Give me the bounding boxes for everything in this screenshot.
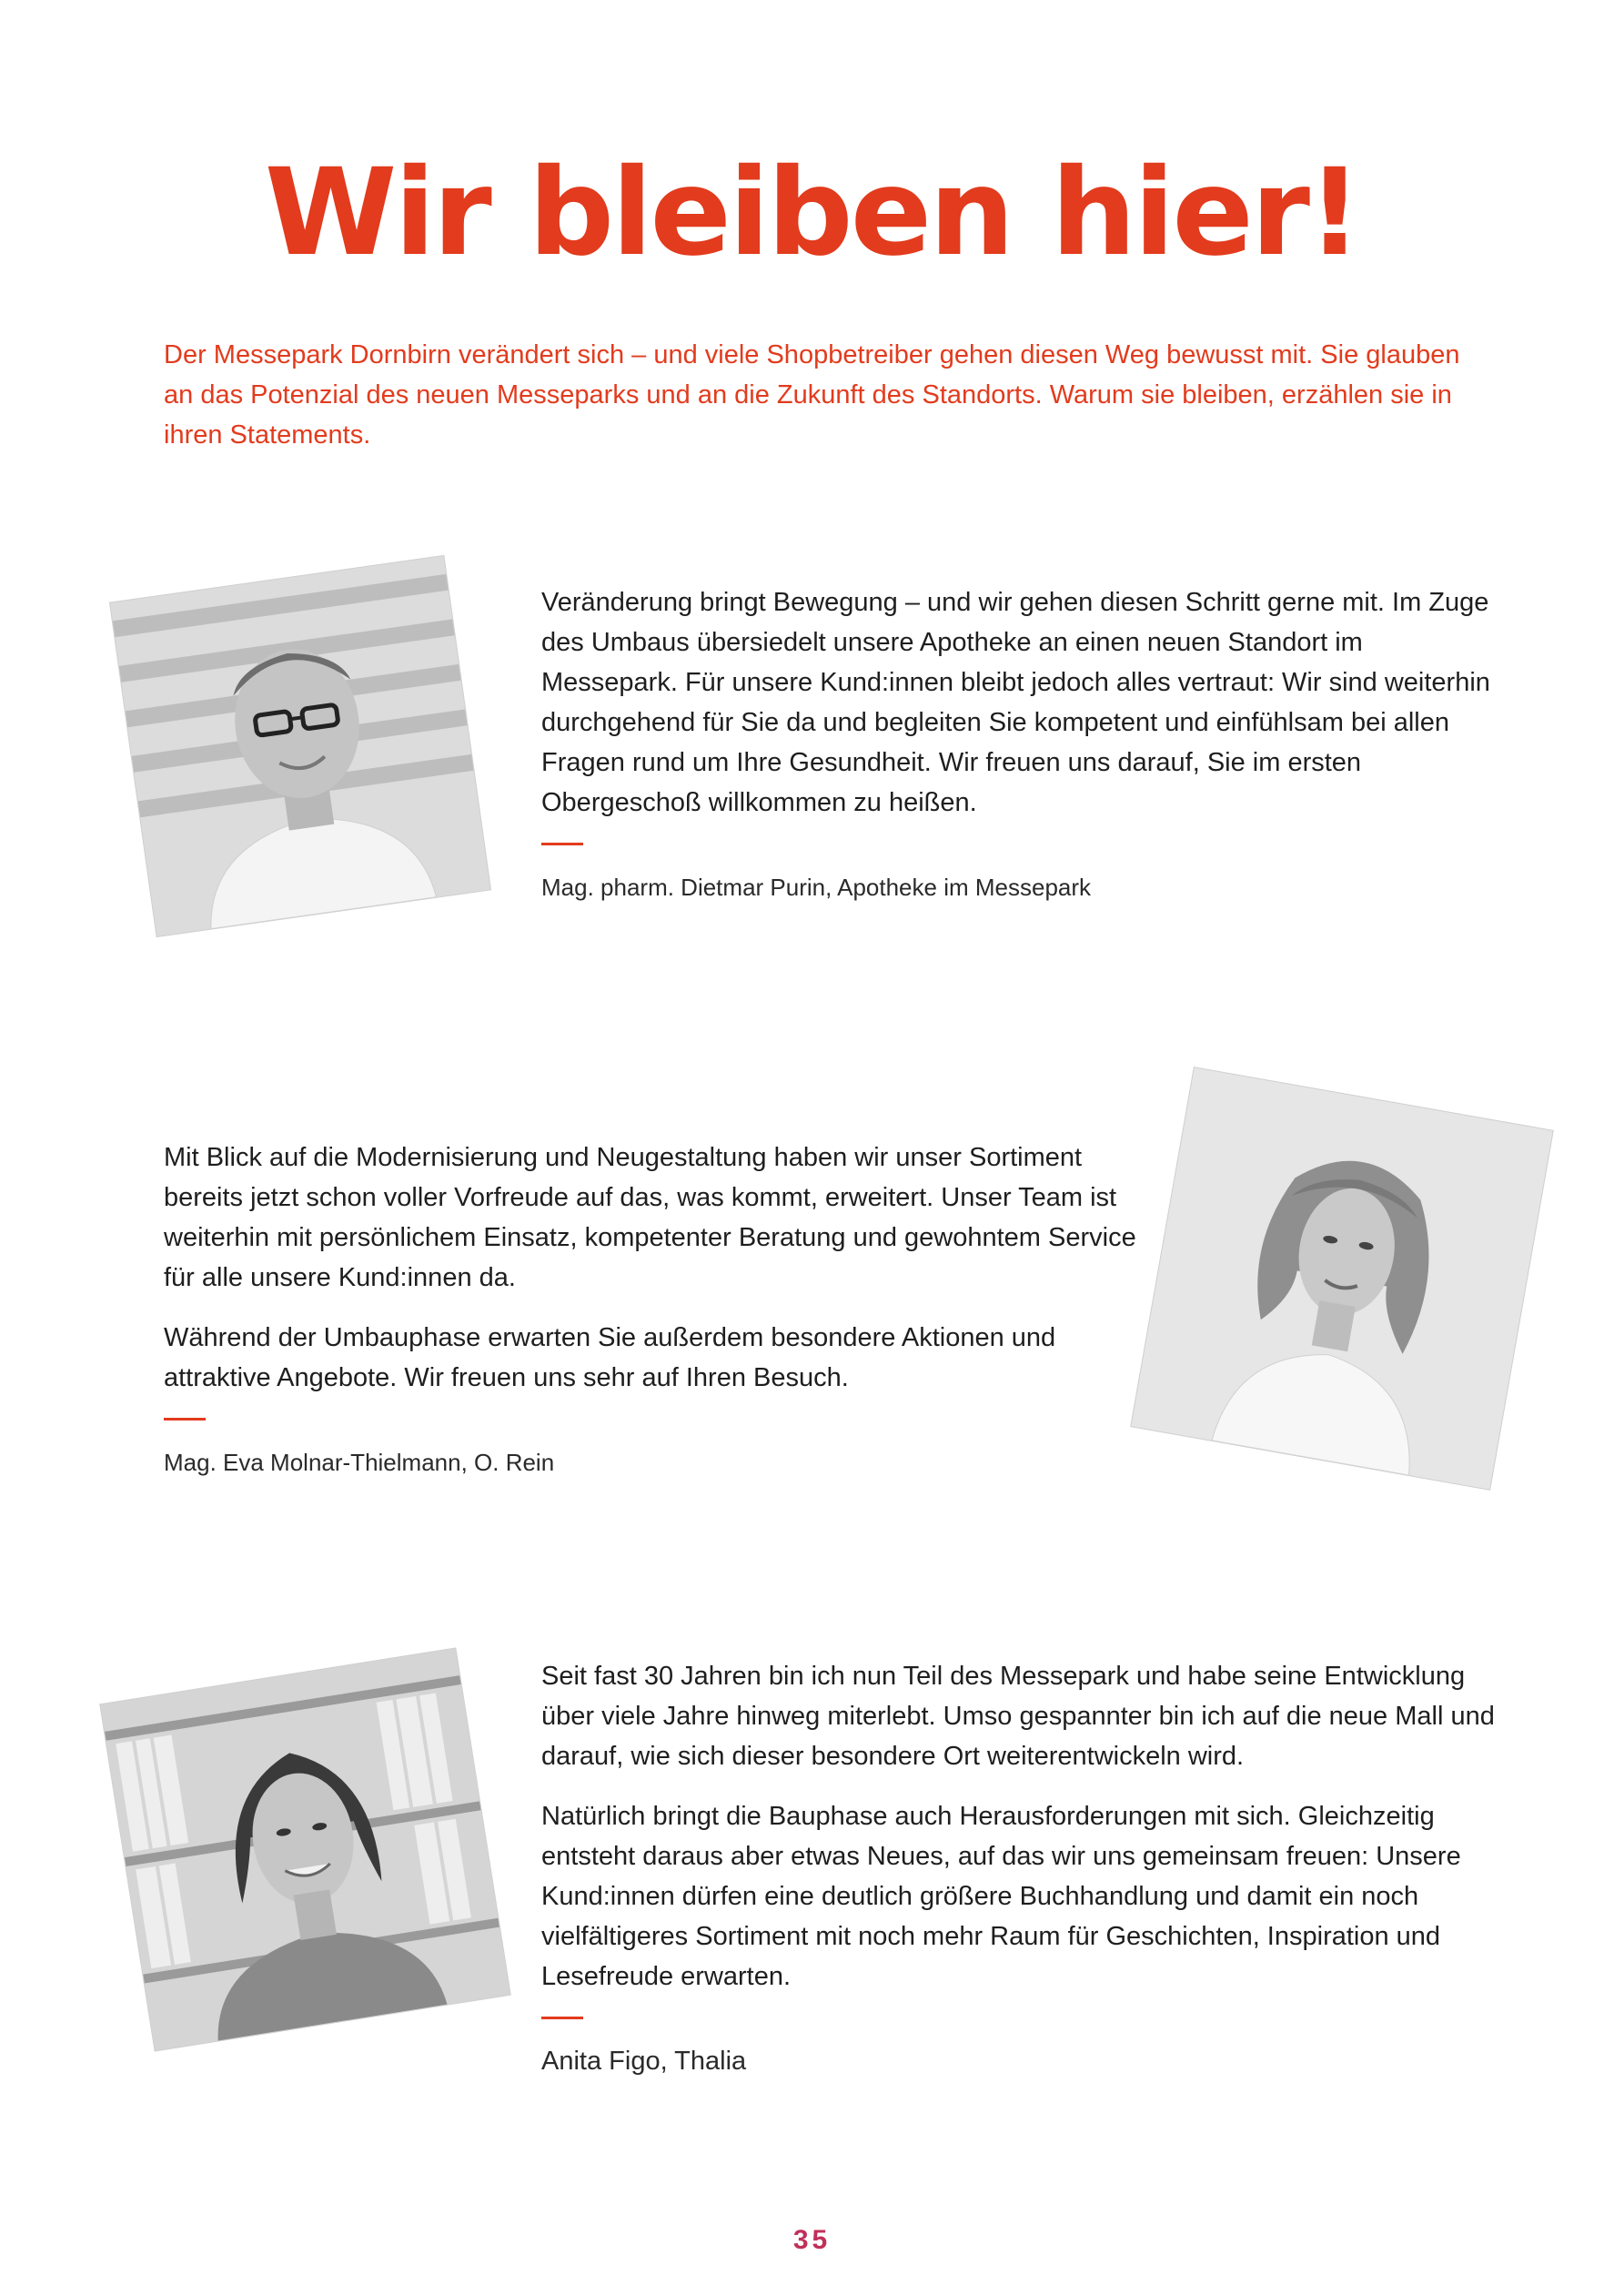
intro-text: Der Messepark Dornbirn verändert sich – und viele Shopbetreiber gehen diesen Weg bewusst mit. Sie glauben an das Potenzial des neuen Messeparks und an die Zukunft des Standorts. Warum sie bleiben, erzählen sie in ihren Statements. xyxy=(164,340,1460,450)
accent-divider xyxy=(164,1418,206,1421)
page-title: Wir bleiben hier! xyxy=(264,143,1360,283)
portrait-photo-dietmar-purin xyxy=(110,556,490,936)
statement-thalia xyxy=(541,1656,1506,2076)
accent-divider xyxy=(541,843,583,845)
statement-author: Mag. pharm. Dietmar Purin, Apotheke im Messepark xyxy=(541,874,1092,901)
statement-author: Anita Figo, Thalia xyxy=(541,2047,747,2076)
statement-apotheke xyxy=(541,582,1506,902)
statement-paragraph: Mit Blick auf die Modernisierung und Neugestaltung haben wir unser Sortiment bereits jetzt schon voller Vorfreude auf das, was kommt, erweitert. Unser Team ist weiterhin mit persönlichem Einsatz, kompetenter Beratung und gewohntem Service für alle unsere Kund:innen da. xyxy=(164,1143,1136,1292)
portrait-photo-anita-figo xyxy=(100,1648,509,2050)
statement-paragraph: Veränderung bringt Bewegung – und wir gehen diesen Schritt gerne mit. Im Zuge des Umbaus übersiedelt unsere Apotheke an einen neuen Standort im Messepark. Für unsere Kund:innen bleibt jedoch alles vertraut: Wir sind weiterhin durchgehend für Sie da und begleiten Sie kompetent und einfühlsam bei allen Fragen rund um Ihre Gesundheit. Wir freuen uns darauf, Sie im ersten Obergeschoß willkommen zu heißen. xyxy=(541,588,1490,817)
statement-paragraph: Natürlich bringt die Bauphase auch Herausforderungen mit sich. Gleichzeitig entsteht daraus aber etwas Neues, auf das wir uns gemeinsam freuen: Unsere Kund:innen dürfen eine deutlich größere Buchhandlung und damit ein noch vielfältigeres Sortiment mit noch mehr Raum für Geschichten, Inspiration und Lesefreude erwarten. xyxy=(541,1802,1461,1991)
statement-paragraph: Während der Umbauphase erwarten Sie außerdem besondere Aktionen und attraktive Angebote. Wir freuen uns sehr auf Ihren Besuch. xyxy=(164,1323,1056,1392)
statement-paragraph: Seit fast 30 Jahren bin ich nun Teil des Messepark und habe seine Entwicklung über viele Jahre hinweg miterlebt. Umso gespannter bin ich auf die neue Mall und darauf, wie sich dieser besondere Ort weiterentwickeln wird. xyxy=(541,1662,1495,1771)
statement-author: Mag. Eva Molnar-Thielmann, O. Rein xyxy=(164,1449,555,1476)
portrait-photo-eva-molnar-thielmann xyxy=(1131,1067,1552,1489)
page-number: 35 xyxy=(792,2225,832,2255)
statement-o-rein xyxy=(164,1138,1146,1477)
accent-divider xyxy=(541,2017,583,2019)
